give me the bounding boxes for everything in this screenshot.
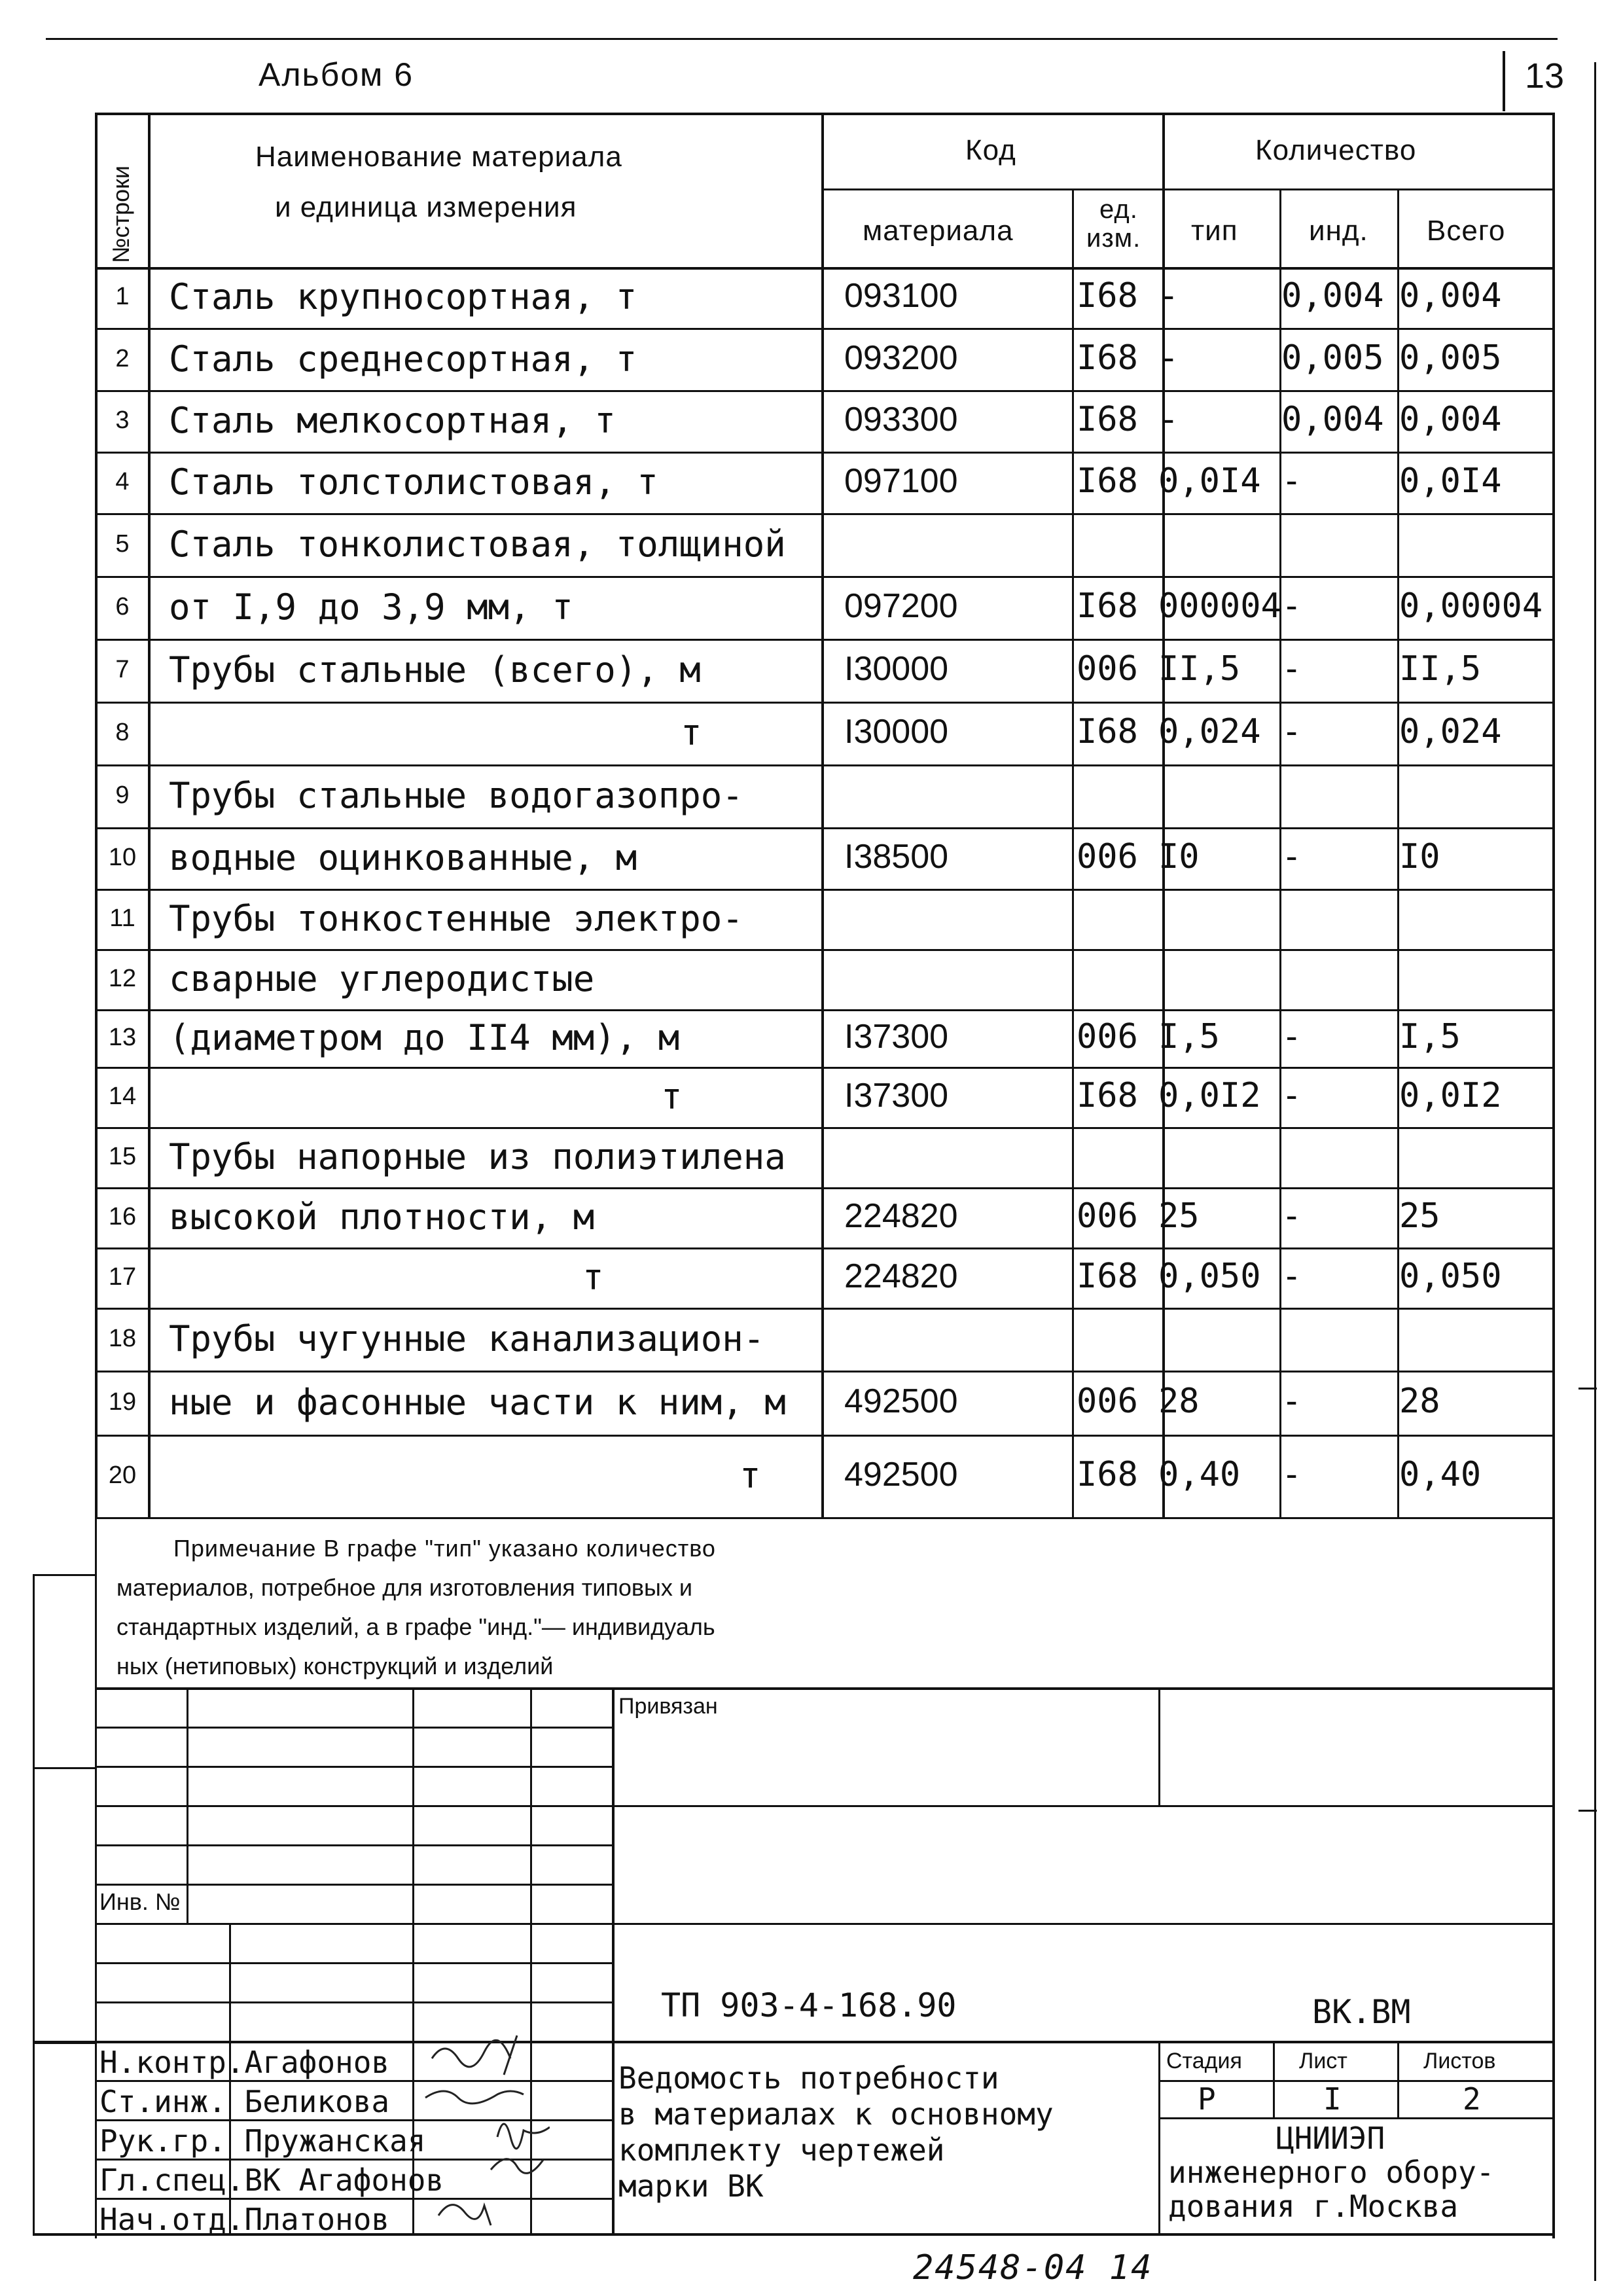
row-number: 7: [115, 656, 130, 683]
doc-title-line-1: Ведомость потребности: [618, 2060, 999, 2096]
row-number: 17: [108, 1263, 137, 1291]
cell-unit: I68: [1077, 712, 1138, 751]
cell-code: 097200: [844, 587, 958, 625]
cell-ind: -: [1281, 1382, 1302, 1421]
doc-title-line-4: марки ВК: [618, 2168, 764, 2204]
cell-type: 000004: [1158, 586, 1281, 626]
cell-code: I38500: [844, 838, 949, 876]
cell-code: 492500: [844, 1456, 958, 1494]
cell-total: 28: [1399, 1382, 1440, 1421]
cell-name: Сталь мелкосортная, т: [169, 400, 616, 441]
cell-ind: -: [1281, 1017, 1302, 1056]
signatures-drawing: [419, 2032, 550, 2235]
cell-ind: -: [1281, 712, 1302, 751]
cell-name: ные и фасонные части к ним, м: [169, 1382, 786, 1423]
signer-entry: Рук.гр. Пружанская: [99, 2123, 426, 2159]
stage-value: Р: [1198, 2081, 1216, 2117]
row-number: 14: [108, 1083, 137, 1110]
cell-total: 0,005: [1399, 338, 1502, 378]
cell-total: 0,024: [1399, 712, 1502, 751]
cell-type: 25: [1158, 1196, 1200, 1236]
col-name-header-line2: и единица измерения: [275, 191, 577, 223]
cell-type: I0: [1158, 837, 1200, 876]
note-line-4: ных (нетиповых) конструкций и изделий: [116, 1653, 554, 1679]
cell-type: -: [1158, 338, 1179, 378]
cell-total: 0,0I4: [1399, 461, 1502, 501]
signer-entry: Нач.отд.Платонов: [99, 2202, 390, 2237]
col-code-material-header: материала: [863, 215, 1014, 247]
cell-code: 093100: [844, 276, 958, 315]
cell-ind: -: [1281, 1257, 1302, 1296]
cell-total: 25: [1399, 1196, 1440, 1236]
cell-unit: 006: [1077, 837, 1138, 876]
cell-type: I,5: [1158, 1017, 1220, 1056]
cell-total: 0,004: [1399, 276, 1502, 315]
cell-name: от I,9 до 3,9 мм, т: [169, 586, 573, 628]
cell-name: т: [661, 1076, 683, 1117]
col-unit-header-line2: изм.: [1086, 224, 1141, 253]
note-line-3: стандартных изделий, а в графе "инд."— индивидуаль: [116, 1613, 715, 1640]
cell-total: 0,40: [1399, 1455, 1482, 1494]
document-mark: ВК.ВМ: [1312, 1993, 1411, 2031]
row-number: 9: [115, 781, 130, 809]
row-number: 10: [108, 844, 137, 871]
cell-name: Трубы тонкостенные электро-: [169, 898, 743, 939]
row-number: 4: [115, 468, 130, 495]
cell-name: Сталь крупносортная, т: [169, 276, 637, 317]
doc-title-line-2: в материалах к основному: [618, 2096, 1054, 2132]
cell-ind: -: [1281, 837, 1302, 876]
sheets-value: 2: [1463, 2081, 1481, 2117]
note-line-2: материалов, потребное для изготовления типовых и: [116, 1574, 693, 1601]
cell-name: Сталь тонколистовая, толщиной: [169, 524, 786, 565]
col-quantity-header: Количество: [1255, 134, 1417, 166]
cell-type: II,5: [1158, 649, 1241, 689]
cell-type: 0,024: [1158, 712, 1261, 751]
cell-type: 0,050: [1158, 1257, 1261, 1296]
edge-mark-2: [1578, 1810, 1597, 1812]
cell-type: 28: [1158, 1382, 1200, 1421]
cell-name: Сталь толстолистовая, т: [169, 461, 658, 503]
cell-ind: -: [1281, 1455, 1302, 1494]
col-row-no-header: №строки: [107, 165, 134, 263]
cell-unit: 006: [1077, 649, 1138, 689]
cell-name: высокой плотности, м: [169, 1196, 595, 1238]
cell-unit: I68: [1077, 1076, 1138, 1115]
row-number: 2: [115, 344, 130, 372]
cell-name: сварные углеродистые: [169, 958, 595, 999]
cell-unit: I68: [1077, 586, 1138, 626]
cell-unit: 006: [1077, 1196, 1138, 1236]
row-number: 12: [108, 965, 137, 992]
signer-entry: Н.контр.Агафонов: [99, 2045, 390, 2080]
row-number: 19: [108, 1388, 137, 1416]
cell-code: 224820: [844, 1257, 958, 1295]
cell-ind: -: [1281, 1076, 1302, 1115]
album-label: Альбом 6: [259, 56, 414, 93]
col-type-header: тип: [1191, 215, 1238, 247]
cell-ind: -: [1281, 1196, 1302, 1236]
col-ind-header: инд.: [1309, 215, 1368, 247]
row-number: 6: [115, 593, 130, 620]
cell-type: -: [1158, 400, 1179, 439]
cell-total: I0: [1399, 837, 1440, 876]
cell-name: Трубы напорные из полиэтилена: [169, 1136, 786, 1177]
sheet-label: Лист: [1299, 2049, 1347, 2073]
page-number: 13: [1525, 56, 1565, 96]
sheet-value: I: [1323, 2081, 1342, 2117]
col-name-header-line1: Наименование материала: [255, 141, 622, 173]
cell-type: -: [1158, 276, 1179, 315]
org-line-2: инженерного обору-: [1168, 2155, 1495, 2190]
row-number: 20: [108, 1462, 137, 1489]
cell-unit: I68: [1077, 461, 1138, 501]
cell-unit: I68: [1077, 338, 1138, 378]
row-number: 16: [108, 1203, 137, 1230]
note-line-1: Примечание В графе "тип" указано количество: [173, 1535, 716, 1562]
document-code: ТП 903-4-168.90: [661, 1986, 957, 2024]
cell-total: II,5: [1399, 649, 1482, 689]
col-unit-header-line1: ед.: [1099, 195, 1138, 224]
signer-entry: Гл.спец.ВК Агафонов: [99, 2162, 444, 2198]
cell-type: 0,0I4: [1158, 461, 1261, 501]
row-number: 18: [108, 1325, 137, 1352]
cell-code: I30000: [844, 650, 949, 688]
cell-code: I30000: [844, 713, 949, 751]
cell-code: 093300: [844, 401, 958, 439]
cell-code: I37300: [844, 1018, 949, 1056]
cell-ind: -: [1281, 586, 1302, 626]
row-number: 1: [115, 282, 130, 310]
cell-ind: 0,005: [1281, 338, 1384, 378]
cell-name: т: [740, 1455, 761, 1496]
cell-name: т: [681, 712, 702, 753]
cell-total: 0,004: [1399, 400, 1502, 439]
row-number: 13: [108, 1024, 137, 1051]
cell-type: 0,0I2: [1158, 1076, 1261, 1115]
page-number-divider: [1503, 51, 1505, 111]
cell-unit: I68: [1077, 1455, 1138, 1494]
right-edge-line: [1594, 62, 1596, 2281]
cell-total: I,5: [1399, 1017, 1461, 1056]
edge-mark-1: [1578, 1388, 1597, 1390]
cell-code: 093200: [844, 338, 958, 377]
signer-entry: Ст.инж. Беликова: [99, 2084, 390, 2119]
cell-ind: 0,004: [1281, 276, 1384, 315]
cell-code: 492500: [844, 1382, 958, 1420]
cell-code: 224820: [844, 1197, 958, 1235]
cell-name: Сталь среднесортная, т: [169, 338, 637, 380]
cell-unit: I68: [1077, 400, 1138, 439]
stage-label: Стадия: [1166, 2049, 1242, 2073]
privyazan-label: Привязан: [618, 1694, 718, 1719]
col-total-header: Всего: [1427, 215, 1506, 247]
cell-ind: -: [1281, 461, 1302, 501]
cell-ind: -: [1281, 649, 1302, 689]
cell-total: 0,050: [1399, 1257, 1502, 1296]
cell-name: Трубы чугунные канализацион-: [169, 1318, 765, 1359]
cell-name: водные оцинкованные, м: [169, 837, 637, 878]
sheets-label: Листов: [1423, 2049, 1496, 2073]
col-code-header: Код: [965, 134, 1016, 166]
cell-code: I37300: [844, 1077, 949, 1115]
cell-ind: 0,004: [1281, 400, 1384, 439]
org-line-1: ЦНИИЭП: [1276, 2121, 1385, 2156]
cell-type: 0,40: [1158, 1455, 1241, 1494]
inv-no-label: Инв. №: [99, 1888, 181, 1915]
row-number: 3: [115, 406, 130, 434]
row-number: 11: [109, 905, 135, 932]
cell-total: 0,0I2: [1399, 1076, 1502, 1115]
cell-name: Трубы стальные водогазопро-: [169, 775, 743, 816]
row-number: 8: [115, 719, 130, 746]
cell-name: т: [582, 1257, 604, 1298]
cell-unit: 006: [1077, 1017, 1138, 1056]
cell-unit: I68: [1077, 276, 1138, 315]
doc-title-line-3: комплекту чертежей: [618, 2132, 945, 2168]
top-border: [46, 38, 1558, 40]
archive-number: 24548-04 14: [913, 2248, 1153, 2287]
cell-unit: I68: [1077, 1257, 1138, 1296]
cell-name: (диаметром до II4 мм), м: [169, 1017, 680, 1058]
row-number: 5: [115, 530, 130, 558]
org-line-3: дования г.Москва: [1168, 2189, 1459, 2224]
cell-unit: 006: [1077, 1382, 1138, 1421]
cell-total: 0,00004: [1399, 586, 1543, 626]
row-number: 15: [108, 1143, 137, 1170]
cell-code: 097100: [844, 462, 958, 500]
cell-name: Трубы стальные (всего), м: [169, 649, 701, 691]
